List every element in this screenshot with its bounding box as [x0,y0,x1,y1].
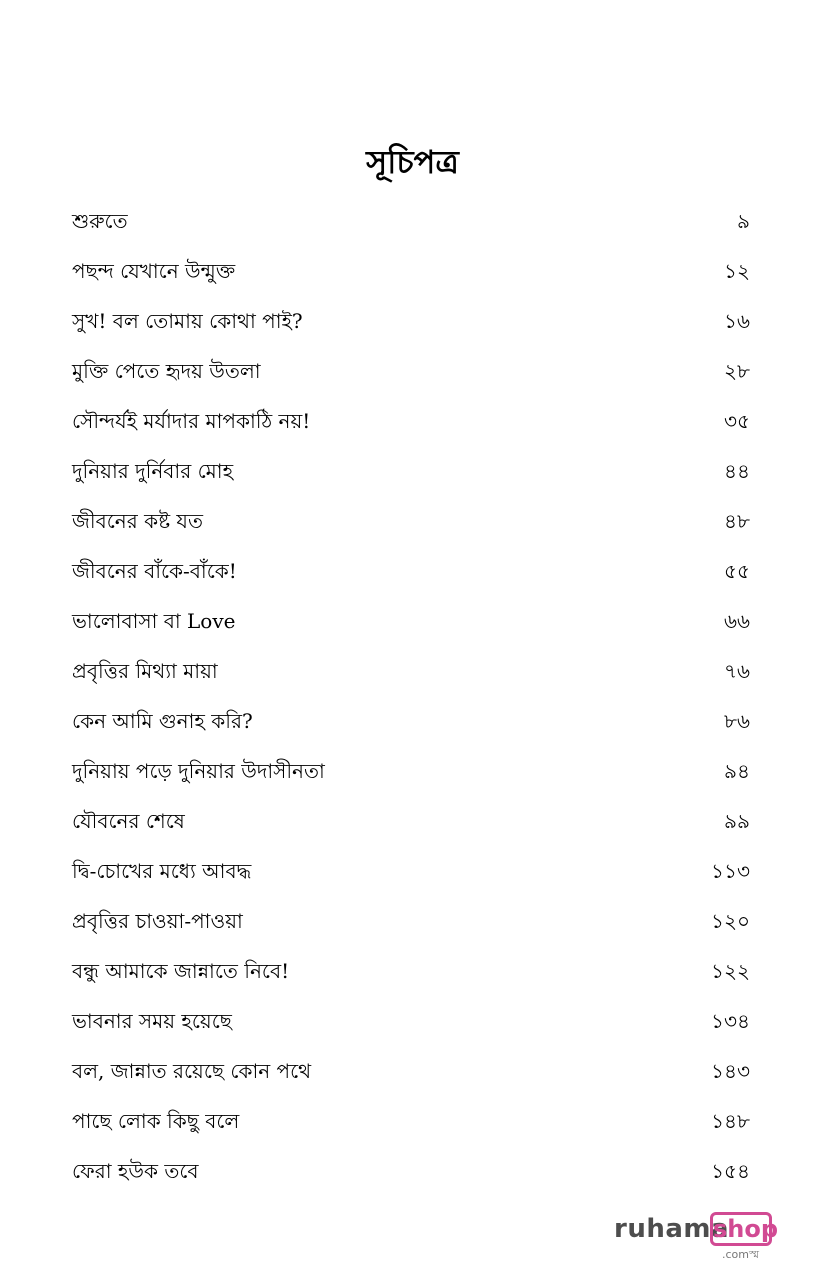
toc-entry [72,446,750,496]
toc-entry-title: দুনিয়ার দুর্নিবার মোহ [72,459,234,483]
toc-entry [72,496,750,546]
toc-entry-title: পাছে লোক কিছু বলে [72,1109,240,1133]
toc-entry [72,996,750,1046]
toc-entry-page: ১২০ [711,909,750,933]
toc-entry [72,896,750,946]
toc-entry-title: প্রবৃত্তির চাওয়া-পাওয়া [72,909,243,933]
toc-entry [72,1096,750,1146]
toc-entry-page: ৩৫ [724,409,750,433]
logo-wordmark: ruhama [614,1214,730,1244]
toc-entry [72,646,750,696]
toc-entry [72,596,750,646]
table-of-contents [72,196,750,1196]
toc-entry [72,696,750,746]
toc-entry-title: যৌবনের শেষে [72,809,185,833]
toc-entry [72,796,750,846]
toc-entry-title: বন্ধু আমাকে জান্নাতে নিবে! [72,959,290,983]
toc-entry [72,1146,750,1196]
toc-entry-title: সৌন্দর্যই মর্যাদার মাপকাঠি নয়! [72,409,311,433]
toc-entry-page: ৬৬ [723,609,750,633]
toc-entry-page: ১২ [724,259,750,283]
toc-entry [72,196,750,246]
toc-entry-title: সুখ! বল তোমায় কোথা পাই? [72,309,303,333]
toc-entry-title: জীবনের কষ্ট যত [72,509,203,533]
toc-entry-page: ১৪৩ [711,1059,750,1083]
toc-entry-page: ১১৩ [711,859,750,883]
toc-entry-page: ৪৪ [724,459,750,483]
toc-entry [72,746,750,796]
toc-entry-title: দুনিয়ায় পড়ে দুনিয়ার উদাসীনতা [72,759,325,783]
toc-entry [72,296,750,346]
toc-entry-title: প্রবৃত্তির মিথ্যা মায়া [72,659,218,683]
toc-entry-page: ১৬ [724,309,750,333]
toc-entry-title: জীবনের বাঁকে-বাঁকে! [72,559,237,583]
toc-entry-page: ১৫৪ [711,1159,750,1183]
logo-domain-suffix: .comস্ম [722,1248,759,1261]
toc-entry-title: ফেরা হউক তবে [72,1159,199,1183]
toc-entry-title: কেন আমি গুনাহ করি? [72,709,253,733]
toc-entry-page: ১৩৪ [711,1009,750,1033]
toc-entry-title: ভাবনার সময় হয়েছে [72,1009,232,1033]
toc-entry-page: ৫৫ [724,559,750,583]
toc-entry-title: ভালোবাসা বা Love [72,609,236,633]
toc-entry-title: বল, জান্নাত রয়েছে কোন পথে [72,1059,312,1083]
toc-entry-page: ১২২ [711,959,750,983]
toc-entry-page: ৮৬ [724,709,750,733]
toc-entry-page: ৯৯ [724,809,750,833]
toc-entry-title: মুক্তি পেতে হৃদয় উতলা [72,359,261,383]
toc-entry [72,396,750,446]
toc-entry [72,546,750,596]
toc-entry [72,346,750,396]
toc-entry [72,846,750,896]
toc-entry-page: ৭৬ [723,659,750,683]
toc-entry-page: ৪৮ [724,509,750,533]
toc-entry [72,1046,750,1096]
page-title: সূচিপত্র [366,143,459,181]
toc-entry-page: ১৪৮ [711,1109,750,1133]
publisher-logo [614,1212,779,1261]
toc-entry [72,946,750,996]
toc-entry-page: ৯৪ [724,759,750,783]
toc-entry-title: পছন্দ যেখানে উন্মুক্ত [72,259,236,283]
logo-shop-badge: shop [710,1212,772,1246]
toc-entry-title: দ্বি-চোখের মধ্যে আবদ্ধ [72,859,252,883]
toc-entry [72,246,750,296]
toc-entry-page: ৯ [737,209,750,233]
toc-entry-title: শুরুতে [72,209,128,233]
toc-entry-page: ২৮ [724,359,750,383]
